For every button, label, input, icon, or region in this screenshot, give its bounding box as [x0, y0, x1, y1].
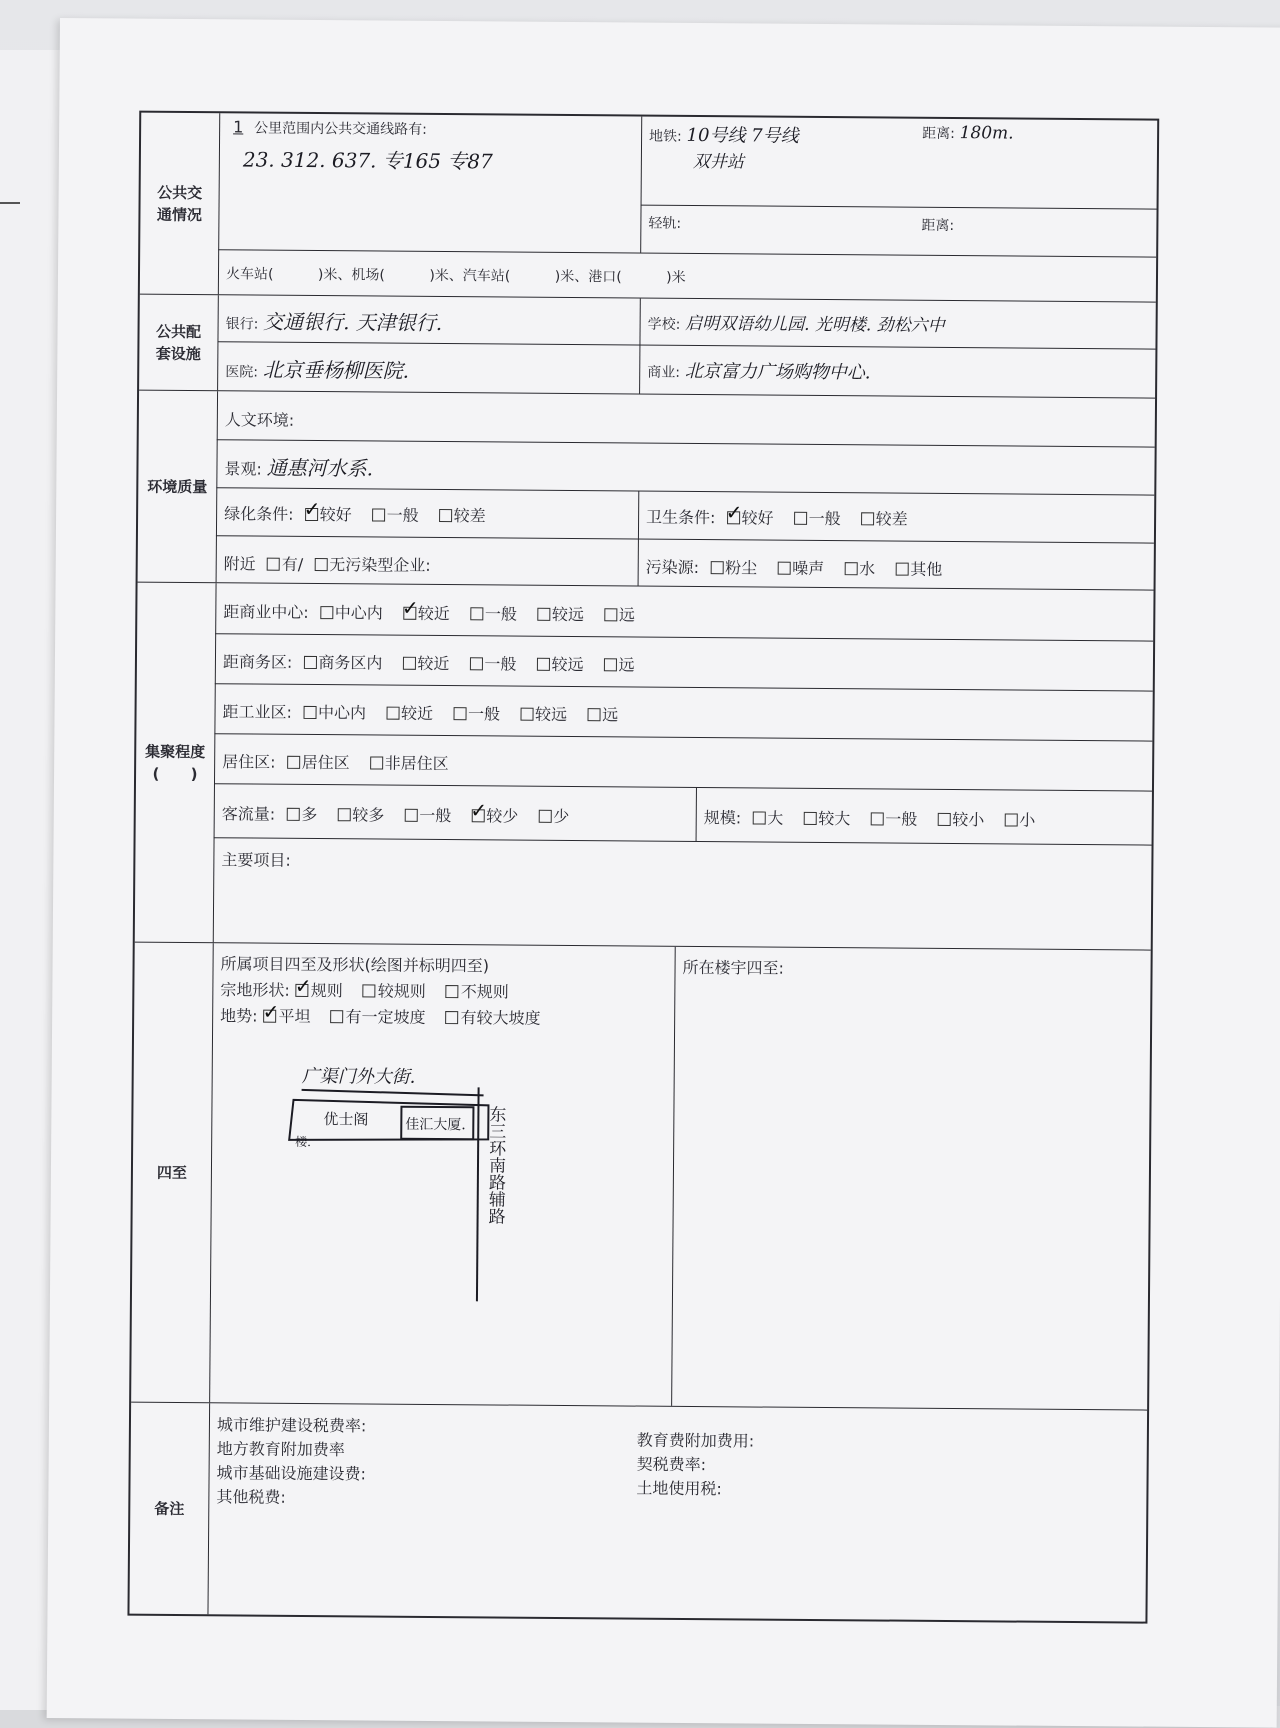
option-0 — [297, 703, 366, 723]
hospital-label: 医院: — [225, 364, 259, 381]
bank-cell — [219, 301, 448, 340]
environment-category: 环境质量 — [138, 391, 218, 583]
checkbox[interactable] — [752, 811, 765, 824]
option-label: 远 — [618, 605, 635, 625]
option-label: 较小 — [952, 810, 985, 830]
subway-cell — [643, 117, 943, 178]
option-0 — [290, 981, 343, 1000]
checkbox[interactable] — [446, 985, 459, 998]
option-1 — [380, 704, 433, 723]
option-2 — [463, 654, 516, 673]
option-3 — [530, 655, 583, 674]
checkbox[interactable] — [803, 812, 816, 825]
option-1 — [357, 981, 426, 1001]
checkbox[interactable] — [603, 658, 616, 671]
hygiene-options — [721, 508, 922, 529]
option-1 — [771, 559, 824, 578]
remark-deed-tax: 契税费率: — [636, 1454, 707, 1475]
nearby-row: 附近 有/ 无污染型企业: — [223, 554, 431, 575]
checkbox[interactable] — [363, 984, 376, 997]
hospital-cell — [219, 349, 415, 388]
option-label: 远 — [602, 705, 619, 725]
checkbox[interactable] — [331, 1010, 344, 1023]
option-label: 多 — [301, 804, 318, 825]
humanities-label: 人文环境: — [224, 410, 295, 430]
option-label: 较规则 — [377, 981, 426, 1001]
remarks-section — [129, 1403, 1147, 1622]
option-2 — [440, 1008, 541, 1028]
option-label: 中心内 — [334, 603, 383, 623]
project-boundary-cell: 所属项目四至及形状(绘图并标明四至) 宗地形状:✓ 规则 较规则 不规则 地势:✓ 平坦 有一定坡度 有较大坡度 — [214, 947, 561, 1036]
bus-lines-value: 23. 312. 637. 专165 专87 — [242, 147, 493, 174]
environment-section — [138, 391, 1155, 591]
sketch-street-right: 东三环南路辅路 — [484, 1105, 506, 1225]
checkbox[interactable] — [536, 658, 549, 671]
option-label: 中心内 — [317, 703, 367, 723]
checkbox[interactable] — [303, 706, 316, 719]
checkbox[interactable] — [370, 756, 383, 769]
subway-label: 地铁: — [649, 128, 682, 145]
option-2 — [855, 509, 908, 528]
checkbox[interactable] — [1004, 813, 1017, 826]
remark-local-education-surcharge: 地方教育附加费率 — [216, 1439, 345, 1460]
option-label: 规则 — [310, 980, 343, 1001]
facilities-category: 公共配套设施 — [139, 295, 219, 391]
checkbox[interactable] — [303, 656, 316, 669]
option-3 — [514, 705, 567, 724]
checkbox[interactable] — [320, 606, 333, 619]
checkbox[interactable] — [264, 1010, 277, 1023]
option-label: 不规则 — [460, 982, 509, 1002]
subway-distance-value: 180m. — [959, 123, 1014, 144]
transport-category: 公共交通情况 — [140, 113, 220, 295]
option-3 — [931, 810, 984, 829]
survey-form-table — [127, 111, 1159, 1624]
option-0 — [704, 558, 757, 577]
checkbox[interactable] — [372, 508, 385, 521]
hygiene-row: 卫生条件: ✓ 较好 一般 较差 — [640, 501, 928, 534]
option-label: 较近 — [417, 653, 450, 674]
option-1 — [366, 505, 419, 524]
sketch-block2: 佳汇大厦. — [405, 1116, 466, 1134]
checkbox[interactable] — [404, 809, 417, 822]
option-0 — [281, 753, 350, 773]
option-0 — [297, 653, 382, 673]
checkbox[interactable] — [337, 808, 350, 821]
option-label: 较近 — [417, 603, 450, 624]
commerce-label: 商业: — [647, 364, 681, 381]
remark-other-taxes: 其他税费: — [216, 1487, 286, 1507]
checkbox[interactable] — [446, 1011, 459, 1024]
checkbox[interactable] — [870, 812, 883, 825]
option-label: 居住区 — [301, 752, 350, 773]
checkbox[interactable] — [286, 808, 299, 821]
checkbox[interactable] — [470, 607, 483, 620]
option-4 — [597, 655, 634, 674]
school-value: 启明双语幼儿园. 光明楼. 劲松六中 — [685, 313, 945, 336]
subway-distance-cell — [916, 119, 1020, 148]
checkbox[interactable] — [895, 563, 908, 576]
nearby-no-checkbox[interactable] — [314, 558, 327, 571]
option-label: 一般 — [885, 809, 918, 829]
commercial-distance-row: 距商业中心: 中心内✓ 较近 一般 较远 远 — [217, 595, 655, 629]
option-label: 较差 — [453, 506, 486, 526]
boundaries-section — [131, 943, 1151, 1411]
option-label: 有一定坡度 — [345, 1007, 426, 1027]
school-label: 学校: — [647, 316, 681, 333]
option-label: 有较大坡度 — [460, 1008, 541, 1028]
remark-city-maintenance-tax: 城市维护建设税费率: — [216, 1415, 367, 1436]
option-label: 较多 — [352, 805, 385, 825]
option-0 — [299, 505, 352, 524]
checkbox[interactable] — [296, 984, 309, 997]
option-label: 较远 — [551, 654, 584, 675]
option-4 — [598, 605, 635, 624]
option-0 — [746, 808, 783, 827]
light-rail-distance-label: 距离: — [921, 217, 955, 235]
boundaries-category: 四至 — [131, 943, 214, 1403]
option-label: 较少 — [486, 806, 519, 826]
option-label: 非居住区 — [384, 753, 449, 774]
checkbox[interactable] — [403, 607, 416, 620]
option-label: 较大 — [818, 808, 851, 829]
pollution-options — [704, 558, 956, 579]
option-label: 远 — [618, 655, 635, 675]
bank-label: 银行: — [225, 316, 259, 333]
option-1 — [331, 805, 384, 824]
transport-section — [140, 113, 1157, 303]
option-label: 较差 — [875, 509, 908, 529]
checkbox[interactable] — [402, 657, 415, 670]
option-0 — [280, 805, 317, 824]
checkbox[interactable] — [727, 511, 740, 524]
option-1 — [797, 809, 850, 828]
option-3 — [465, 806, 518, 825]
option-label: 一般 — [468, 704, 501, 724]
remarks-left — [210, 1409, 372, 1514]
option-2 — [838, 559, 875, 578]
greening-options — [299, 505, 500, 526]
industrial-distance-row: 距工业区: 中心内 较近 一般 较远 远 — [222, 702, 619, 725]
agglomeration-section — [135, 583, 1154, 951]
remarks-category: 备注 — [129, 1403, 210, 1615]
site-sketch — [282, 1054, 544, 1316]
form-paper — [47, 18, 1280, 1728]
remark-infrastructure-fee: 城市基础设施建设费: — [216, 1463, 367, 1484]
option-label: 大 — [767, 808, 784, 828]
option-label: 商务区内 — [318, 653, 383, 673]
checkbox[interactable] — [794, 512, 807, 525]
checkbox[interactable] — [777, 562, 790, 575]
checkbox[interactable] — [305, 508, 318, 521]
business-distance-row: 距商务区: 商务区内 较近 一般 较远 远 — [222, 652, 635, 675]
option-label: 较好 — [741, 508, 774, 528]
option-label: 一般 — [808, 508, 841, 529]
option-0 — [314, 603, 383, 623]
subway-value: 10号线 7号线 — [686, 124, 799, 147]
option-4 — [581, 705, 618, 724]
option-label: 平坦 — [278, 1006, 311, 1026]
checkbox[interactable] — [587, 708, 600, 721]
option-3 — [889, 560, 942, 579]
option-2 — [433, 506, 486, 525]
option-2 — [864, 809, 917, 828]
school-cell — [642, 305, 951, 340]
option-4 — [998, 810, 1035, 829]
greening-row: 绿化条件: ✓ 较好 一般 较差 — [218, 497, 506, 530]
traffic-row: 客流量: 多 较多 一般✓ 较少 少 — [216, 797, 590, 831]
subway-distance-label: 距离: — [922, 125, 955, 143]
sketch-street-top: 广渠门外大街. — [301, 1065, 416, 1088]
checkbox[interactable] — [520, 708, 533, 721]
main-projects-label: 主要项目: — [221, 850, 291, 870]
subway-station: 双井站 — [692, 151, 744, 173]
option-label: 一般 — [484, 654, 517, 674]
landscape-label: 景观: — [224, 459, 262, 479]
option-label: 较近 — [400, 703, 434, 723]
light-rail-label: 轻轨: — [648, 215, 682, 232]
option-3 — [531, 605, 584, 624]
checkbox[interactable] — [386, 707, 399, 720]
sketch-block1: 优士阁 — [323, 1110, 369, 1129]
checkbox[interactable] — [861, 512, 874, 525]
option-1 — [397, 604, 450, 623]
option-2 — [440, 982, 509, 1002]
checkbox[interactable] — [453, 707, 466, 720]
building-boundary-label: 所在楼宇四至: — [682, 957, 785, 978]
bus-radius: 1 — [233, 117, 244, 137]
option-1 — [364, 753, 449, 773]
scale-row: 规模: 大 较大 一般 较小 小 — [703, 808, 1036, 830]
checkbox[interactable] — [287, 756, 300, 769]
sketch-mark: 楼. — [295, 1134, 312, 1150]
option-label: 粉尘 — [725, 558, 758, 578]
bus-label: 公里范围内公共交通线路有: — [254, 120, 427, 138]
bus-lines-cell — [221, 113, 641, 179]
option-label: 一般 — [484, 604, 517, 624]
pollution-row: 污染源: 粉尘 噪声 水 其他 — [640, 551, 963, 585]
checkbox[interactable] — [537, 608, 550, 621]
option-2 — [398, 806, 451, 825]
checkbox[interactable] — [439, 509, 452, 522]
commerce-cell — [641, 353, 876, 389]
option-0 — [257, 1007, 310, 1026]
hospital-value: 北京垂杨柳医院. — [262, 357, 410, 383]
option-label: 较好 — [319, 505, 352, 525]
option-label: 较远 — [535, 704, 568, 725]
option-1 — [325, 1007, 426, 1027]
option-label: 噪声 — [792, 558, 825, 579]
residential-row: 居住区: 居住区 非居住区 — [222, 752, 449, 774]
remark-land-use-tax: 土地使用税: — [636, 1478, 722, 1499]
option-label: 一般 — [419, 805, 452, 826]
agglomeration-category: 集聚程度 ( ) — [135, 583, 217, 943]
checkbox[interactable] — [710, 561, 723, 574]
remarks-right — [630, 1425, 760, 1506]
option-label: 一般 — [386, 505, 419, 525]
remark-education-surcharge: 教育费附加费用: — [636, 1430, 755, 1451]
landscape-cell — [218, 447, 379, 485]
bank-value: 交通银行. 天津银行. — [263, 309, 443, 336]
option-4 — [532, 807, 569, 826]
commerce-value: 北京富力广场购物中心. — [684, 360, 871, 384]
checkbox[interactable] — [604, 608, 617, 621]
option-0 — [721, 508, 774, 527]
checkbox[interactable] — [469, 657, 482, 670]
stations-distances: 火车站( )米、机场( )米、汽车站( )米、港口( )米 — [225, 266, 686, 286]
nearby-yes-checkbox[interactable] — [267, 558, 280, 571]
checkbox[interactable] — [471, 809, 484, 822]
option-2 — [447, 704, 500, 723]
checkbox[interactable] — [538, 810, 551, 823]
checkbox[interactable] — [937, 813, 950, 826]
facilities-section — [139, 295, 1156, 399]
option-label: 小 — [1019, 810, 1036, 830]
landscape-value: 通惠河水系. — [266, 455, 374, 481]
option-label: 较远 — [551, 604, 584, 625]
underlying-page-mark — [0, 202, 20, 204]
option-label: 少 — [553, 806, 570, 827]
option-label: 其他 — [910, 559, 943, 579]
checkbox[interactable] — [844, 562, 857, 575]
option-label: 水 — [859, 559, 876, 579]
option-1 — [396, 654, 449, 673]
option-1 — [788, 509, 841, 528]
option-2 — [464, 604, 517, 623]
